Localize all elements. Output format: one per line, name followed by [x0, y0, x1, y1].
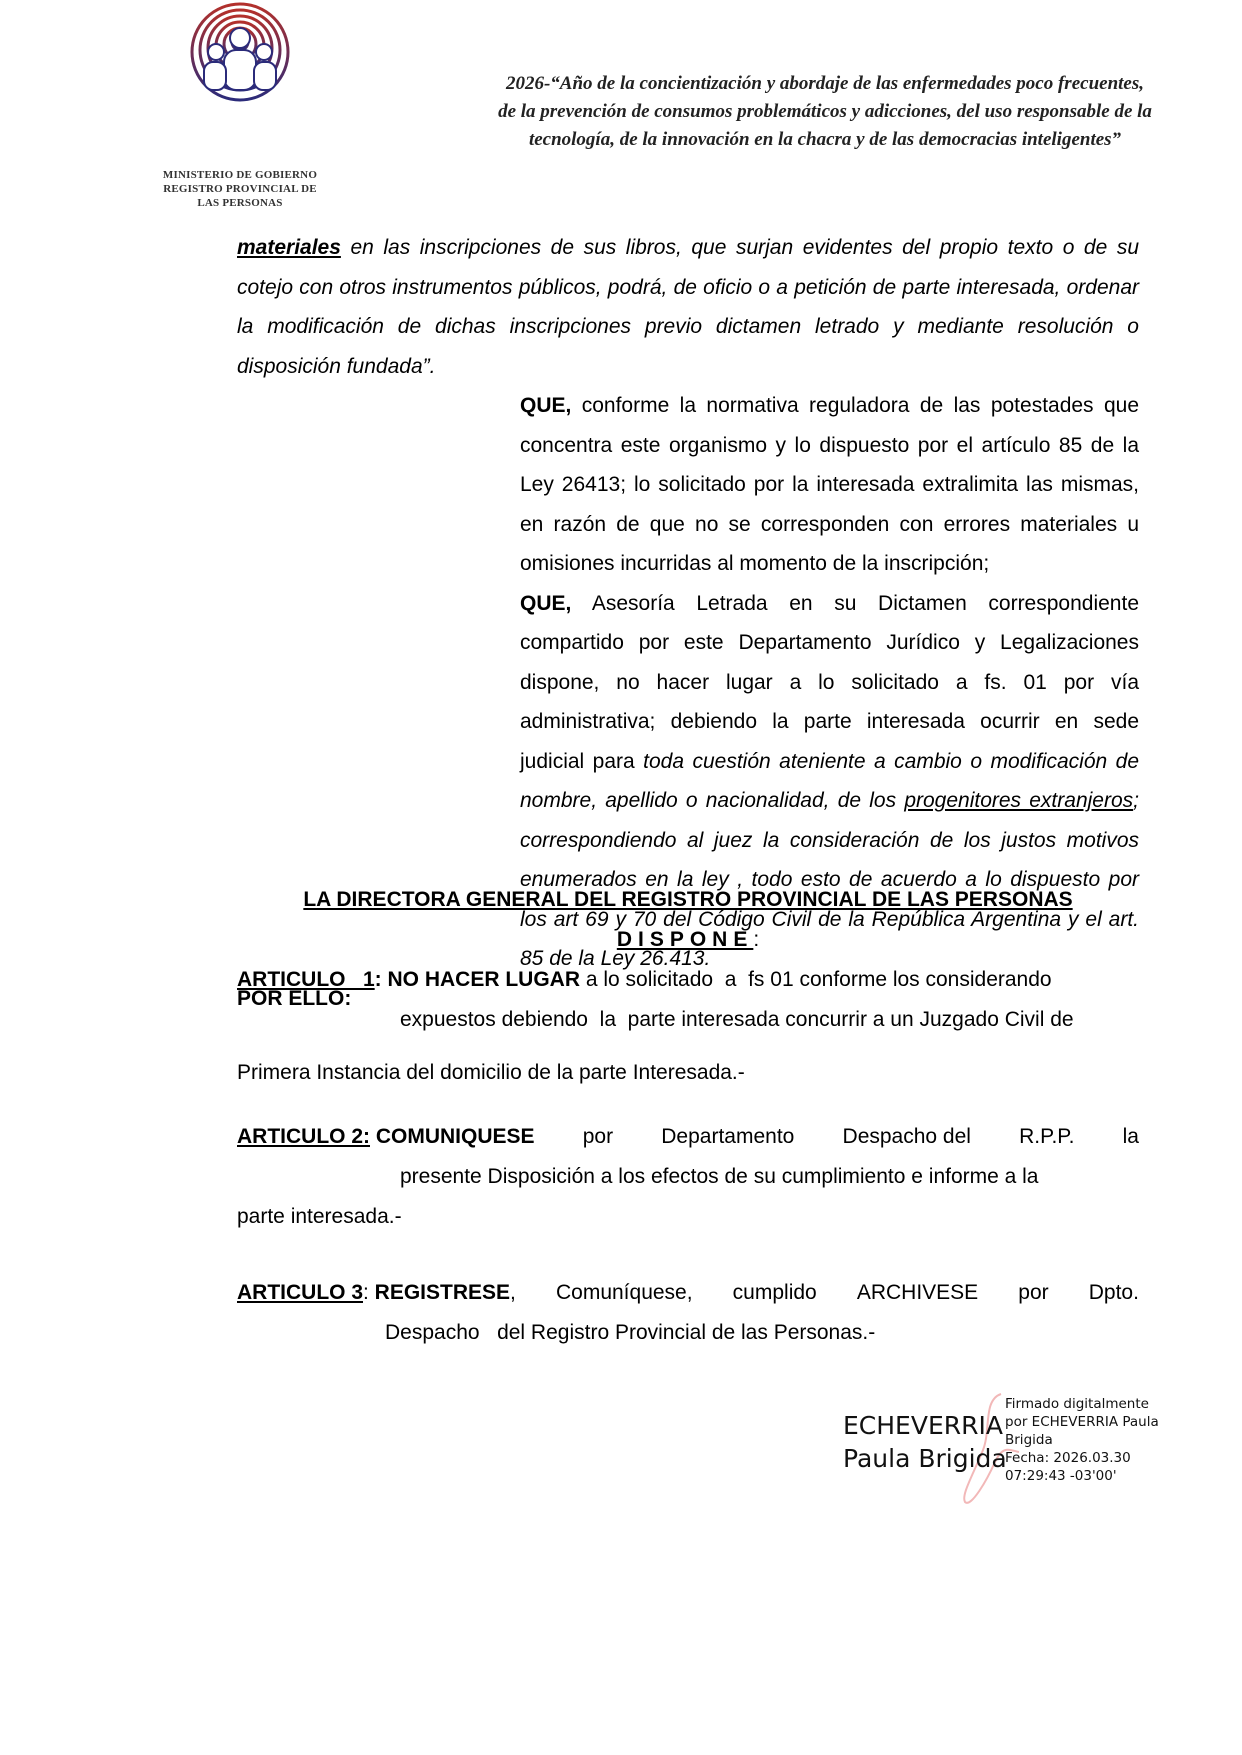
que-label: QUE,	[520, 591, 572, 615]
article-word: Comuníquese,	[555, 1281, 693, 1304]
ministry-name	[140, 168, 340, 210]
signature-detail-line: por ECHEVERRIA Paula	[1005, 1414, 1159, 1430]
ministry-line: REGISTRO PROVINCIAL DE	[163, 183, 317, 195]
signature-detail-line: Firmado digitalmente	[1005, 1396, 1149, 1412]
article-word: Despacho del	[842, 1125, 971, 1148]
dispone-title: DISPONE	[616, 928, 754, 951]
article-action: COMUNIQUESE	[375, 1125, 535, 1148]
article-sep: :	[363, 1281, 375, 1304]
article-1	[237, 960, 1157, 1093]
article-sep: :	[374, 968, 388, 991]
article-label: ARTICULO 2:	[237, 1125, 370, 1148]
article-word: por	[582, 1125, 614, 1148]
motto-line: de la prevención de consumos problemáticos y adicciones, del uso responsable de la	[498, 101, 1152, 122]
dispone-colon: :	[753, 928, 760, 951]
por-ello-heading: POR ELLO:	[237, 986, 352, 1010]
ministry-line: LAS PERSONAS	[197, 197, 283, 209]
que-label: QUE,	[520, 394, 572, 417]
paragraph-italic-text: toda cuestión ateniente a cambio o modificación de nombre, apellido o nacionalidad, de los	[520, 749, 1139, 812]
ministry-logo	[180, 0, 300, 105]
article-text: Despacho del Registro Provincial de las Personas.-	[385, 1321, 876, 1344]
signature-details	[1005, 1395, 1159, 1485]
paragraph-text: conforme la normativa reguladora de las potestades que concentra este organismo y lo dispuesto por el artículo 85 de la Ley 26413; lo solicitado por la interesada extralimita las mismas, en razón de que no se corresponden con errores materiales u omisiones incurridas al momento de la inscripción;	[520, 394, 1139, 575]
signature-detail-line: Brigida	[1005, 1432, 1053, 1448]
digital-signature[interactable]	[843, 1395, 1173, 1515]
article-word: Departamento	[661, 1125, 795, 1148]
paragraph-considerando-1	[237, 386, 1139, 584]
article-3	[237, 1273, 1157, 1353]
article-label: ARTICULO 3	[237, 1281, 363, 1304]
article-label: ARTICULO 1	[237, 968, 375, 991]
signer-given-names: Paula Brigida	[843, 1444, 1007, 1473]
article-action: NO HACER LUGAR	[387, 968, 580, 991]
article-text: parte interesada.-	[237, 1205, 402, 1228]
article-text: Primera Instancia del domicilio de la parte Interesada.-	[237, 1061, 745, 1084]
motto-line: tecnología, de la innovación en la chacra y de las democracias inteligentes”	[528, 129, 1122, 150]
emphasis-word: materiales	[237, 236, 341, 259]
resolution-heading	[237, 880, 1139, 960]
signer-surname: ECHEVERRIA	[843, 1411, 1003, 1440]
article-word: R.P.P.	[1019, 1125, 1075, 1148]
paragraph-text: en las inscripciones de sus libros, que surjan evidentes del propio texto o de su cotejo con otros instrumentos públicos, podrá, de oficio o a petición de parte interesada, ordenar la modificación de dichas inscripciones previo dictamen letrado y mediante resolución o disposición fundada”.	[237, 236, 1139, 378]
paragraph-italic-text: ; correspondiendo al juez la consideración de los justos motivos enumerados en la ley , todo esto de acuerdo a lo dispuesto por los art 69 y 70 del Código Civil de la República Argentina y el art. 85 de la Ley 26.413.	[520, 789, 1139, 970]
article-word: la	[1122, 1125, 1139, 1148]
signature-time: 07:29:43 -03'00'	[1005, 1468, 1117, 1484]
authority-title: LA DIRECTORA GENERAL DEL REGISTRO PROVINCIAL DE LAS PERSONAS	[303, 888, 1073, 911]
article-word: ,	[510, 1281, 516, 1304]
article-word: ARCHIVESE	[856, 1281, 979, 1304]
paragraph-text: Asesoría Letrada en su Dictamen correspondiente compartido por este Departamento Jurídico y Legalizaciones dispone, no hacer lugar a lo solicitado a fs. 01 por vía administrativa; debiendo la parte interesada ocurrir en sede judicial para	[520, 591, 1139, 773]
article-text: expuestos debiendo la parte interesada concurrir a un Juzgado Civil de	[400, 1008, 1074, 1031]
article-2	[237, 1117, 1157, 1237]
fingerprint-people-logo-icon	[180, 0, 300, 105]
article-word: por	[1018, 1281, 1049, 1304]
paragraph-quote	[237, 228, 1139, 386]
signer-name	[843, 1409, 1007, 1475]
article-text: a lo solicitado a fs 01 conforme los considerando	[580, 968, 1052, 991]
article-word: Dpto.	[1088, 1281, 1139, 1304]
signature-date: Fecha: 2026.03.30	[1005, 1450, 1131, 1466]
ministry-line: MINISTERIO DE GOBIERNO	[162, 169, 318, 181]
article-action: REGISTRESE	[374, 1281, 511, 1304]
year-motto	[440, 70, 1210, 154]
paragraph-italic-underlined: progenitores extranjeros	[904, 789, 1134, 812]
article-text: presente Disposición a los efectos de su cumplimiento e informe a la	[400, 1165, 1039, 1188]
motto-line: 2026-“Año de la concientización y abordaje de las enfermedades poco frecuentes,	[505, 73, 1144, 94]
article-word: cumplido	[732, 1281, 817, 1304]
